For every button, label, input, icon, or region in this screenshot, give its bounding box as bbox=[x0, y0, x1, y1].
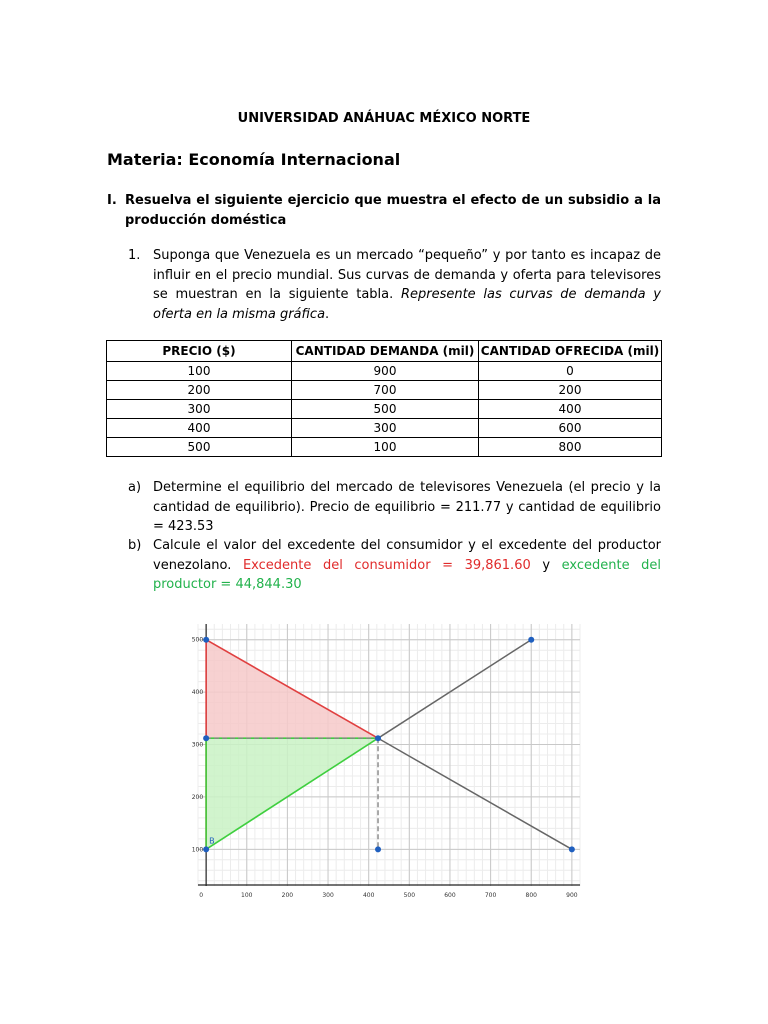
x-tick-label: 500 bbox=[403, 892, 416, 899]
x-tick-label: 200 bbox=[281, 892, 294, 899]
sub-question-a bbox=[128, 478, 661, 537]
question-1-italic: Represente las curvas de demanda y oferta en la misma gráfica bbox=[153, 287, 661, 322]
data-point bbox=[569, 846, 575, 852]
table-row bbox=[107, 400, 662, 419]
sub-question-b-body bbox=[153, 536, 661, 595]
table-cell: 400 bbox=[107, 419, 292, 438]
section-number: I. bbox=[107, 193, 117, 208]
data-point bbox=[203, 637, 209, 643]
x-tick-label: 100 bbox=[241, 892, 253, 899]
supply-demand-table bbox=[106, 340, 662, 457]
data-point bbox=[203, 735, 209, 741]
x-tick-label: 300 bbox=[322, 892, 334, 899]
x-tick-label: 700 bbox=[484, 892, 497, 899]
sub-question-b bbox=[128, 536, 661, 595]
table-header-price: PRECIO ($) bbox=[107, 341, 292, 362]
data-point bbox=[528, 637, 534, 643]
table-cell: 900 bbox=[292, 362, 479, 381]
table-header-supply: CANTIDAD OFRECIDA (mil) bbox=[479, 341, 662, 362]
question-1-text: Suponga que Venezuela es un mercado “pequeño” y por tanto es incapaz de influir en el precio mundial. Sus curvas de demanda y oferta para televisores se muestran en la siguiente tabla. bbox=[153, 248, 661, 302]
table-cell: 600 bbox=[479, 419, 662, 438]
question-1-end: . bbox=[325, 306, 330, 322]
table-row bbox=[107, 381, 662, 400]
table-cell: 200 bbox=[107, 381, 292, 400]
table-row bbox=[107, 419, 662, 438]
data-point bbox=[375, 846, 381, 852]
y-tick-label: 200 bbox=[191, 793, 204, 801]
question-1-number: 1. bbox=[128, 248, 141, 263]
y-tick-label: 500 bbox=[191, 636, 204, 644]
table-cell: 500 bbox=[292, 400, 479, 419]
producer-surplus-text: excedente del productor = 44,844.30 bbox=[153, 557, 662, 592]
table-header-demand: CANTIDAD DEMANDA (mil) bbox=[292, 341, 479, 362]
table-cell: 300 bbox=[107, 400, 292, 419]
table-cell: 200 bbox=[479, 381, 662, 400]
point-label-b: B bbox=[209, 836, 215, 846]
table-cell: 0 bbox=[479, 362, 662, 381]
table-cell: 100 bbox=[292, 438, 479, 457]
x-tick-label: 800 bbox=[525, 892, 537, 899]
consumer-surplus-text: Excedente del consumidor = 39,861.60 bbox=[242, 557, 531, 573]
sub-question-b-text: Calcule el valor del excedente del consumidor y el excedente del productor venezolano. bbox=[153, 538, 661, 573]
section-instruction bbox=[107, 191, 661, 231]
question-1 bbox=[128, 246, 661, 324]
surplus-chart bbox=[191, 620, 584, 904]
y-tick-label: 100 bbox=[191, 846, 204, 854]
data-point bbox=[203, 846, 209, 852]
x-tick-label: 0 bbox=[199, 892, 204, 899]
x-tick-label: 400 bbox=[362, 892, 375, 899]
table-cell: 100 bbox=[107, 362, 292, 381]
table-cell: 400 bbox=[479, 400, 662, 419]
x-tick-label: 600 bbox=[444, 892, 456, 899]
table-row bbox=[107, 362, 662, 381]
table-row bbox=[107, 438, 662, 457]
section-text: Resuelva el siguiente ejercicio que muestra el efecto de un subsidio a la producción doméstica bbox=[125, 193, 661, 228]
question-1-body bbox=[153, 246, 661, 324]
y-tick-label: 400 bbox=[191, 689, 204, 697]
data-point bbox=[375, 735, 381, 741]
table-cell: 300 bbox=[292, 419, 479, 438]
table-header-row bbox=[107, 341, 662, 362]
y-tick-label: 300 bbox=[191, 741, 204, 749]
table-cell: 500 bbox=[107, 438, 292, 457]
table-cell: 700 bbox=[292, 381, 479, 400]
connector-text: y bbox=[542, 557, 551, 573]
subject-heading: Materia: Economía Internacional bbox=[107, 150, 401, 169]
sub-question-a-text: Determine el equilibrio del mercado de televisores Venezuela (el precio y la cantidad de equilibrio). Precio de equilibrio = 211.77 y cantidad de equilibrio = 423.53 bbox=[153, 480, 661, 534]
table-cell: 800 bbox=[479, 438, 662, 457]
sub-question-b-label: b) bbox=[128, 538, 142, 553]
university-title: UNIVERSIDAD ANÁHUAC MÉXICO NORTE bbox=[237, 111, 531, 126]
sub-question-a-label: a) bbox=[128, 480, 142, 495]
x-tick-label: 900 bbox=[566, 892, 578, 899]
